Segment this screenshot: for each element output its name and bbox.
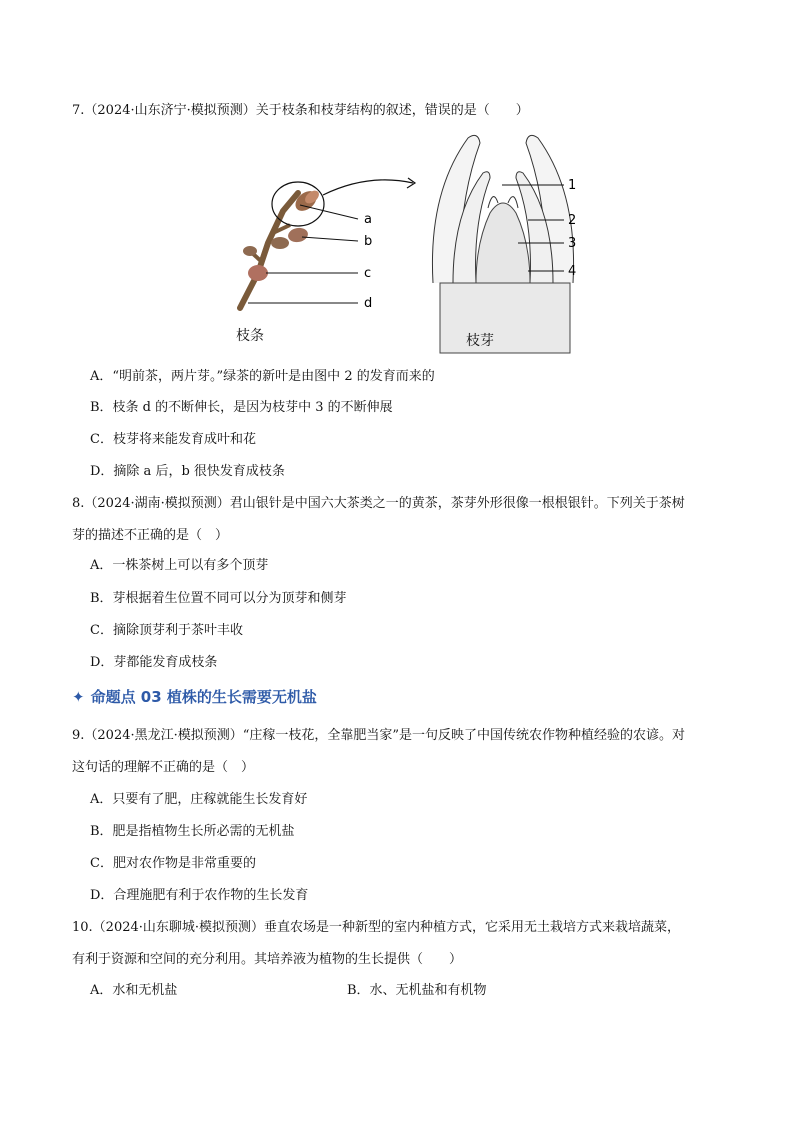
label-1: 1: [568, 178, 577, 193]
q9-stem-line1: 9.（2024·黑龙江·模拟预测）“庄稼一枝花，全靠肥当家”是一句反映了中国传统农作物种植经验的农谚。对: [72, 728, 686, 743]
q9-option-d: D．合理施肥有利于农作物的生长发育: [90, 888, 309, 903]
q9-option-b: B．肥是指植物生长所必需的无机盐: [90, 824, 295, 839]
q9-option-a: A．只要有了肥，庄稼就能生长发育好: [90, 792, 308, 807]
q8-option-d: D．芽都能发育成枝条: [90, 655, 218, 670]
q7-option-b: B．枝条 d 的不断伸长，是因为枝芽中 3 的不断伸展: [90, 400, 393, 415]
caption-branch: 枝条: [236, 328, 264, 344]
branch-illustration: [240, 178, 415, 308]
label-c: c: [364, 266, 372, 281]
label-b: b: [364, 234, 373, 249]
sparkle-icon: ✦: [72, 688, 85, 706]
q7-stem: 7.（2024·山东济宁·模拟预测）关于枝条和枝芽结构的叙述，错误的是（ ）: [72, 103, 529, 118]
q8-option-a: A．一株茶树上可以有多个顶芽: [90, 558, 269, 573]
label-4: 4: [568, 264, 577, 279]
section-heading: [72, 686, 317, 707]
label-a: a: [364, 212, 372, 227]
q10-option-a: A．水和无机盐: [90, 983, 178, 998]
q7-option-d: D．摘除 a 后，b 很快发育成枝条: [90, 464, 285, 479]
q8-stem-line1: 8.（2024·湖南·模拟预测）君山银针是中国六大茶类之一的黄茶，茶芽外形很像一根根银针。下列关于茶树: [72, 496, 685, 511]
q7-option-c: C．枝芽将来能发育成叶和花: [90, 432, 256, 447]
q9-option-c: C．肥对农作物是非常重要的: [90, 856, 256, 871]
label-2: 2: [568, 213, 577, 228]
q9-stem-line2: 这句话的理解不正确的是（ ）: [72, 760, 255, 775]
label-3: 3: [568, 236, 577, 251]
q8-option-c: C．摘除顶芽利于茶叶丰收: [90, 623, 243, 638]
section-title: 命题点 03 植株的生长需要无机盐: [90, 688, 317, 706]
label-d: d: [364, 296, 373, 311]
q10-option-b: B．水、无机盐和有机物: [347, 983, 487, 998]
q8-option-b: B．芽根据着生位置不同可以分为顶芽和侧芽: [90, 591, 347, 606]
q7-option-a: A．“明前茶，两片芽。”绿茶的新叶是由图中 2 的发育而来的: [90, 369, 435, 384]
q8-stem-line2: 芽的描述不正确的是（ ）: [72, 528, 229, 543]
q10-stem-line1: 10.（2024·山东聊城·模拟预测）垂直农场是一种新型的室内种植方式，它采用无土栽培方式来栽培蔬菜，: [72, 920, 681, 935]
bud-section-illustration: [432, 135, 573, 353]
branch-bud-figure: [228, 133, 598, 358]
q10-stem-line2: 有利于资源和空间的充分利用。其培养液为植物的生长提供（ ）: [72, 952, 463, 967]
caption-bud: 枝芽: [466, 333, 494, 349]
